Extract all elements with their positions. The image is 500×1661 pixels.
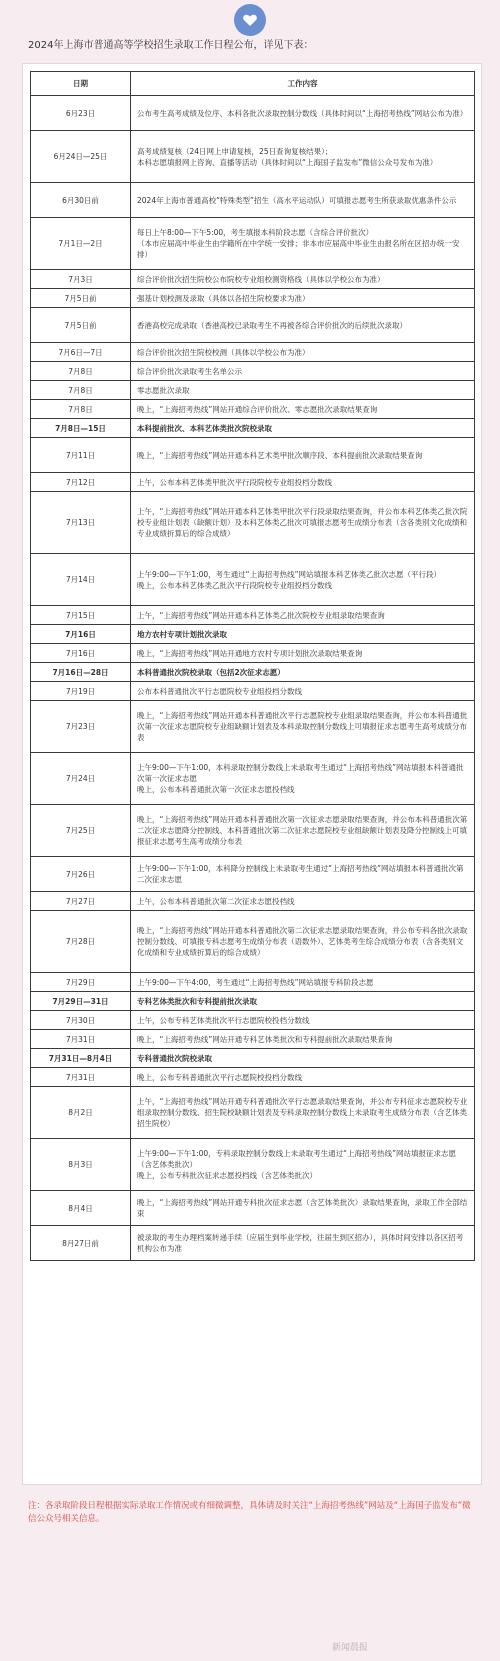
- row-content: 强基计划校测及录取（具体以各招生院校要求为准）: [131, 289, 475, 308]
- table-row: [31, 381, 475, 400]
- row-content: 上午，“上海招考热线”网站开通本科艺体类甲批次平行段录取结果查询，并公布本科艺体类乙批次院校专业组计划表（缺额计划）及本科艺体类乙批次可填报志愿考生成绩分布表（含各类别文化成绩和专业成绩折算后的综合成绩）: [131, 492, 475, 554]
- table-row: [31, 753, 475, 805]
- row-content: 被录取的考生办理档案转递手续（应届生到毕业学校，往届生到区招办），具体时间安排以各区招考机构公布为准: [131, 1226, 475, 1261]
- table-header-row: [31, 72, 475, 96]
- row-content: 晚上，“上海招考热线”网站开通专科批次征求志愿（含艺体类批次）录取结果查询，录取工作全部结束: [131, 1191, 475, 1226]
- row-content: 晚上，公布专科普通批次平行志愿院校投档分数线: [131, 1068, 475, 1087]
- row-date: 7月14日: [31, 554, 131, 606]
- table-row: [31, 1030, 475, 1049]
- table-row: [31, 400, 475, 419]
- row-date: 7月1日—2日: [31, 218, 131, 270]
- row-date: 7月16日: [31, 625, 131, 644]
- row-content: 晚上，“上海招考热线”网站开通地方农村专项计划批次录取结果查询: [131, 644, 475, 663]
- row-date: 7月30日: [31, 1011, 131, 1030]
- row-date: 7月23日: [31, 701, 131, 753]
- row-date: 7月5日前: [31, 308, 131, 343]
- table-section-row: [31, 663, 475, 682]
- row-content: 上午9:00—下午1:00，专科录取控制分数线上未录取考生通过“上海招考热线”网站填报征求志愿（含艺体类批次） 晚上，公布专科批次征求志愿投档线（含艺体类批次）: [131, 1139, 475, 1191]
- row-content: 上午，公布本科普通批次第二次征求志愿投档线: [131, 892, 475, 911]
- table-row: [31, 362, 475, 381]
- header-content: 工作内容: [131, 72, 475, 96]
- row-date: 7月5日前: [31, 289, 131, 308]
- table-row: [31, 701, 475, 753]
- row-date: 7月15日: [31, 606, 131, 625]
- row-content: 上午9:00—下午1:00，本科降分控制线上未录取考生通过“上海招考热线”网站填报本科普通批次第二次征求志愿: [131, 857, 475, 892]
- schedule-table: [30, 71, 475, 1261]
- row-content: 上午，公布专科艺体类批次平行志愿院校投档分数线: [131, 1011, 475, 1030]
- table-section-row: [31, 992, 475, 1011]
- table-section-row: [31, 1049, 475, 1068]
- table-row: [31, 1068, 475, 1087]
- row-content: 本科普通批次院校录取（包括2次征求志愿）: [131, 663, 475, 682]
- row-date: 7月8日: [31, 381, 131, 400]
- table-row: [31, 270, 475, 289]
- row-date: 6月24日—25日: [31, 131, 131, 183]
- table-row: [31, 96, 475, 131]
- row-content: 晚上，“上海招考热线”网站开通本科普通批次平行志愿院校专业组录取结果查询，并公布本科普通批次第一次征求志愿院校专业组缺额计划表及本科录取控制分数线上可填报征求志愿考生高考成绩分布表: [131, 701, 475, 753]
- row-date: 7月29日—31日: [31, 992, 131, 1011]
- row-date: 7月13日: [31, 492, 131, 554]
- table-row: [31, 682, 475, 701]
- row-content: 香港高校完成录取（香港高校已录取考生不再被各综合评价批次的后续批次录取）: [131, 308, 475, 343]
- row-date: 7月31日—8月4日: [31, 1049, 131, 1068]
- table-row: [31, 644, 475, 663]
- row-content: 晚上，“上海招考热线”网站开通本科艺术类甲批次顺序段、本科提前批次录取结果查询: [131, 438, 475, 473]
- table-row: [31, 289, 475, 308]
- row-date: 8月27日前: [31, 1226, 131, 1261]
- row-content: 地方农村专项计划批次录取: [131, 625, 475, 644]
- row-content: 上午，公布本科艺体类甲批次平行段院校专业组投档分数线: [131, 473, 475, 492]
- table-row: [31, 1011, 475, 1030]
- row-content: 上午，“上海招考热线”网站开通本科艺体类乙批次院校专业组录取结果查询: [131, 606, 475, 625]
- row-content: 晚上，“上海招考热线”网站开通本科普通批次第二次征求志愿录取结果查询，并公布专科各批次录取控制分数线、可填报专科志愿考生成绩分布表（语数外）、艺体类考生综合成绩分布表（含各类别文化成绩和专业成绩折算后的综合成绩）: [131, 911, 475, 973]
- row-date: 8月3日: [31, 1139, 131, 1191]
- table-row: [31, 438, 475, 473]
- row-date: 7月28日: [31, 911, 131, 973]
- row-content: 上午9:00—下午1:00，本科录取控制分数线上未录取考生通过“上海招考热线”网站填报本科普通批次第一次征求志愿 晚上，公布本科普通批次第一次征求志愿投档线: [131, 753, 475, 805]
- table-row: [31, 892, 475, 911]
- row-content: 上午9:00—下午4:00，考生通过“上海招考热线”网站填报专科阶段志愿: [131, 973, 475, 992]
- row-date: 6月30日前: [31, 183, 131, 218]
- row-date: 7月25日: [31, 805, 131, 857]
- row-date: 7月27日: [31, 892, 131, 911]
- row-date: 7月8日—15日: [31, 419, 131, 438]
- row-content: 上午，“上海招考热线”网站开通专科普通批次平行志愿录取结果查询，并公布专科征求志愿院校专业组录取控制分数线、招生院校缺额计划表及专科录取控制分数线上未录取考生成绩分布表（含艺体类招生院校）: [131, 1087, 475, 1139]
- row-date: 7月16日—28日: [31, 663, 131, 682]
- schedule-sheet: [22, 63, 482, 1485]
- row-date: 7月3日: [31, 270, 131, 289]
- table-section-row: [31, 419, 475, 438]
- table-row: [31, 857, 475, 892]
- table-row: [31, 492, 475, 554]
- table-row: [31, 183, 475, 218]
- row-content: 专科艺体类批次和专科提前批次录取: [131, 992, 475, 1011]
- row-content: 综合评价批次录取考生名单公示: [131, 362, 475, 381]
- row-content: 高考成绩复核（24日网上申请复核，25日查询复核结果）； 本科志愿填报网上咨询、直播等活动（具体时间以“上海国子监发布”微信公众号发布为准）: [131, 131, 475, 183]
- row-date: 7月19日: [31, 682, 131, 701]
- row-date: 7月8日: [31, 400, 131, 419]
- footnote: 注：各录取阶段日程根据实际录取工作情况或有细微调整，具体请及时关注“上海招考热线”网站及“上海国子监发布”微信公众号相关信息。: [28, 1501, 471, 1524]
- table-row: [31, 1087, 475, 1139]
- row-date: 7月26日: [31, 857, 131, 892]
- row-date: 7月31日: [31, 1030, 131, 1049]
- table-row: [31, 1191, 475, 1226]
- table-body: [31, 96, 475, 1261]
- row-content: 每日上午8:00—下午5:00，考生填报本科阶段志愿（含综合评价批次） （本市应届高中毕业生由学籍所在中学统一安排；非本市应届高中毕业生由报名所在区招办统一安排）: [131, 218, 475, 270]
- row-content: 零志愿批次录取: [131, 381, 475, 400]
- table-row: [31, 606, 475, 625]
- row-date: 7月31日: [31, 1068, 131, 1087]
- table-row: [31, 1139, 475, 1191]
- header-date: 日期: [31, 72, 131, 96]
- row-content: 综合评价批次招生院校公布院校专业组校测资格线（具体以学校公布为准）: [131, 270, 475, 289]
- row-content: 晚上，“上海招考热线”网站开通本科普通批次第一次征求志愿录取结果查询，并公布本科普通批次第二次征求志愿降分控制线、本科普通批次第二次征求志愿院校专业组缺额计划表及降分控制线上可填报征求志愿考生高考成绩分布表: [131, 805, 475, 857]
- table-section-row: [31, 625, 475, 644]
- table-row: [31, 1226, 475, 1261]
- row-date: 7月12日: [31, 473, 131, 492]
- row-content: 晚上，“上海招考热线”网站开通专科艺体类批次和专科提前批次录取结果查询: [131, 1030, 475, 1049]
- table-row: [31, 911, 475, 973]
- intro-text: 2024年上海市普通高等学校招生录取工作日程公布，详见下表：: [28, 40, 314, 51]
- row-date: 8月4日: [31, 1191, 131, 1226]
- row-date: 7月16日: [31, 644, 131, 663]
- table-row: [31, 308, 475, 343]
- row-date: 7月6日—7日: [31, 343, 131, 362]
- row-content: 晚上，“上海招考热线”网站开通综合评价批次、零志愿批次录取结果查询: [131, 400, 475, 419]
- watermark: 新闻晨报: [332, 1643, 369, 1653]
- row-date: 7月11日: [31, 438, 131, 473]
- row-content: 上午9:00—下午1:00，考生通过“上海招考热线”网站填报本科艺体类乙批次志愿（平行段） 晚上，公布本科艺体类乙批次平行段院校专业组投档分数线: [131, 554, 475, 606]
- table-row: [31, 973, 475, 992]
- row-content: 公布考生高考成绩及位序、本科各批次录取控制分数线（具体时间以“上海招考热线”网站公布为准）: [131, 96, 475, 131]
- table-row: [31, 218, 475, 270]
- row-date: 7月29日: [31, 973, 131, 992]
- row-content: 综合评价批次招生院校校测（具体以学校公布为准）: [131, 343, 475, 362]
- row-date: 8月2日: [31, 1087, 131, 1139]
- row-content: 专科普通批次院校录取: [131, 1049, 475, 1068]
- table-row: [31, 473, 475, 492]
- heart-chat-icon: [234, 4, 266, 36]
- row-content: 本科提前批次、本科艺体类批次院校录取: [131, 419, 475, 438]
- table-row: [31, 343, 475, 362]
- row-date: 7月24日: [31, 753, 131, 805]
- row-date: 7月8日: [31, 362, 131, 381]
- table-row: [31, 131, 475, 183]
- row-date: 6月23日: [31, 96, 131, 131]
- table-row: [31, 805, 475, 857]
- row-content: 2024年上海市普通高校“特殊类型”招生（高水平运动队）可填报志愿考生所获录取优惠条件公示: [131, 183, 475, 218]
- table-row: [31, 554, 475, 606]
- row-content: 公布本科普通批次平行志愿院校专业组投档分数线: [131, 682, 475, 701]
